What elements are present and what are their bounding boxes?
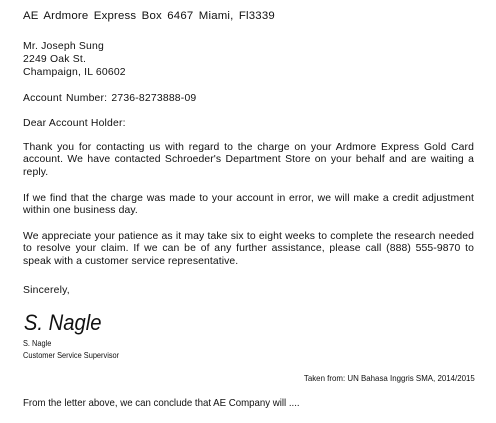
body-paragraph-2: If we find that the charge was made to your account in error, we will make a credit adjustment within one business day. [23,193,474,217]
recipient-city: Champaign, IL 60602 [23,67,126,78]
signer-name: S. Nagle [23,338,52,348]
body-paragraph-3: We appreciate your patience as it may take six to eight weeks to complete the research needed to resolve your claim. If we can be of any further assistance, please call (888) 555-9870 to speak with a customer service representative. [23,231,474,267]
signature-script-text: S. Nagle [23,311,102,335]
question-prompt: From the letter above, we can conclude that AE Company will .... [23,398,300,409]
recipient-street: 2249 Oak St. [23,54,87,65]
closing: Sincerely, [23,285,70,296]
signer-title: Customer Service Supervisor [23,350,120,360]
handwritten-signature [23,309,133,335]
salutation: Dear Account Holder: [23,118,126,129]
body-paragraph-1: Thank you for contacting us with regard to the charge on your Ardmore Express Gold Card account. We have contacted Schroeder's Department Store on your behalf and are waiting a reply. [23,142,474,178]
account-number-line: Account Number: 2736-8273888-09 [23,93,197,104]
sender-address-line: AE Ardmore Express Box 6467 Miami, Fl3339 [23,10,275,22]
source-note: Taken from: UN Bahasa Inggris SMA, 2014/2015 [304,373,475,383]
recipient-name: Mr. Joseph Sung [23,41,104,52]
